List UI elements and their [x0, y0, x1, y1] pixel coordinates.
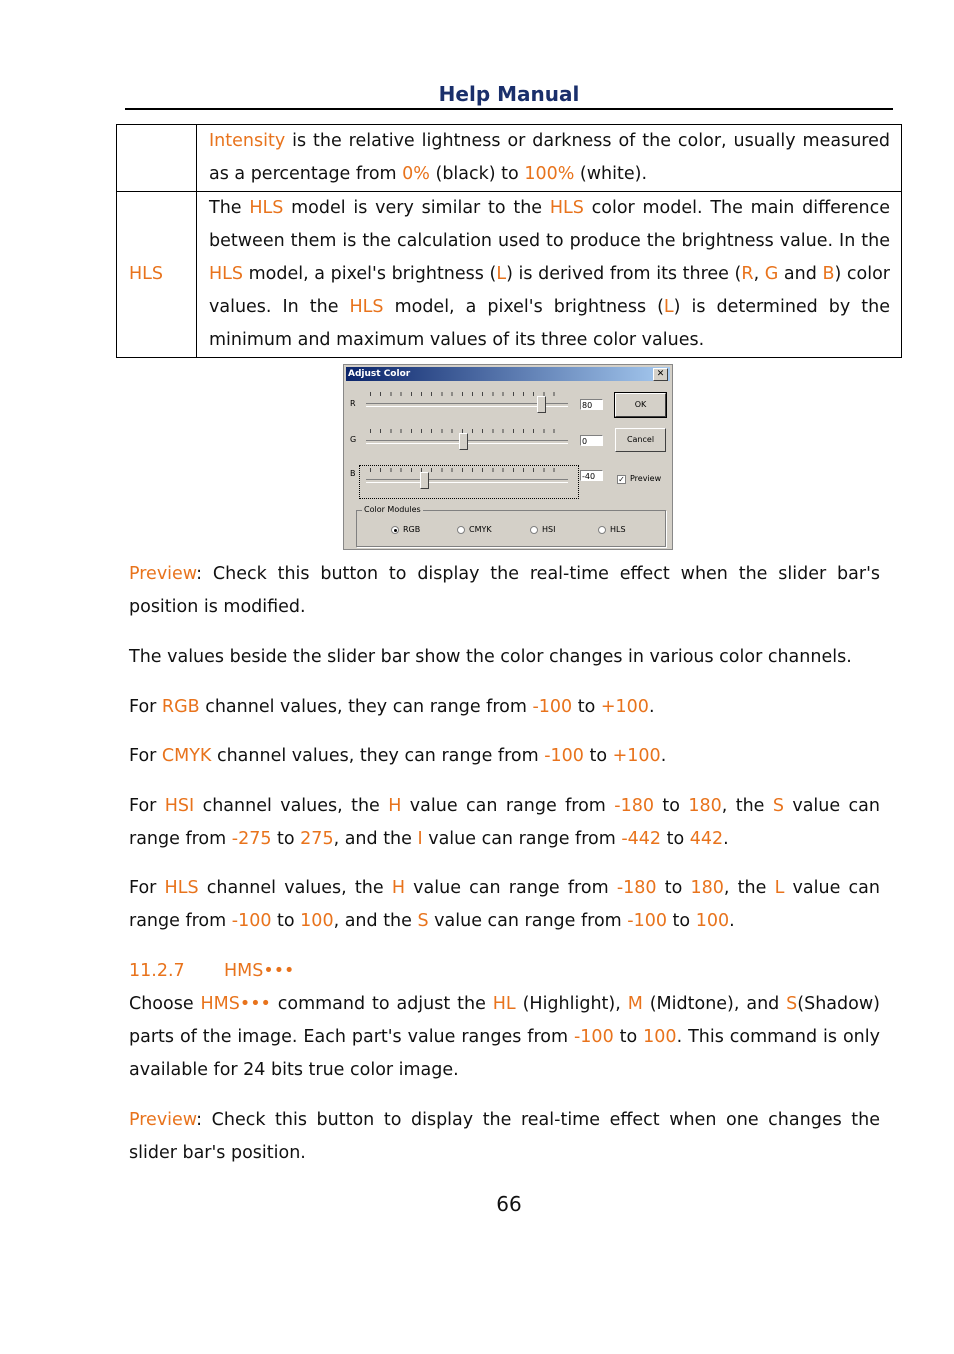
- text-run: channel values, the: [194, 796, 389, 816]
- text-run: command to adjust the: [270, 994, 493, 1014]
- text-run: 180: [690, 878, 724, 898]
- adjust-color-dialog: [343, 364, 673, 550]
- header-rule: [125, 108, 893, 110]
- text-run: . This command is only available for 24 bits true color image.: [129, 1027, 880, 1080]
- text-run: to: [613, 1027, 644, 1047]
- text-run: L: [663, 297, 674, 317]
- channel-b-track[interactable]: [366, 479, 568, 483]
- text-run: to: [271, 829, 301, 849]
- text-run: CMYK: [161, 746, 212, 766]
- text-run: to: [271, 911, 301, 931]
- text-run: to: [572, 697, 601, 717]
- color-modules-label: Color Modules: [364, 505, 421, 514]
- channel-r-value[interactable]: 80: [580, 399, 603, 410]
- channel-g-value[interactable]: 0: [580, 435, 603, 446]
- channel-r-slider-thumb[interactable]: [537, 396, 546, 413]
- text-run: Choose: [129, 994, 201, 1014]
- radio-rgb-label: RGB: [403, 525, 421, 534]
- text-run: , the: [721, 796, 773, 816]
- paragraph-hls: [129, 872, 880, 938]
- text-run: For: [129, 878, 165, 898]
- text-run: 275: [300, 829, 334, 849]
- text-run: 100: [643, 1027, 677, 1047]
- text-run: (white).: [574, 164, 648, 184]
- section-title: HMS•••: [224, 961, 295, 981]
- preview-checkbox[interactable]: [617, 475, 626, 484]
- text-run: , and the: [333, 829, 418, 849]
- text-run: to: [661, 829, 690, 849]
- text-run: L: [774, 878, 785, 898]
- channel-b-value[interactable]: -40: [580, 470, 603, 481]
- text-run: : Check this button to display the real-time effect when one changes the slider bar's position.: [129, 1110, 880, 1163]
- text-run: -275: [231, 829, 272, 849]
- text-run: to: [583, 746, 613, 766]
- radio-hls-label: HLS: [610, 525, 626, 534]
- text-run: +100: [612, 746, 661, 766]
- text-run: S: [786, 994, 798, 1014]
- text-run: HSI: [164, 796, 195, 816]
- paragraph-cmyk: [129, 740, 880, 773]
- radio-rgb[interactable]: [391, 526, 399, 534]
- table-row: [117, 125, 902, 192]
- paragraph-hsi: [129, 790, 880, 856]
- text-run: , and the: [333, 911, 418, 931]
- page-number: 66: [496, 1192, 522, 1216]
- text-run: -100: [573, 1027, 614, 1047]
- paragraph-values: [129, 641, 880, 674]
- channel-g-label: G: [350, 435, 357, 444]
- text-run: -100: [231, 911, 272, 931]
- text-run: to: [656, 878, 691, 898]
- text-run: Preview: [129, 1110, 197, 1130]
- text-run: -100: [532, 697, 573, 717]
- text-run: value can range from: [428, 911, 628, 931]
- text-run: R: [741, 264, 754, 284]
- text-run: For: [129, 746, 162, 766]
- section-number: 11.2.7: [129, 961, 185, 981]
- text-run: value can range from: [422, 829, 622, 849]
- channel-b-ticks: [370, 468, 564, 472]
- text-run: M: [627, 994, 643, 1014]
- dialog-title-bar: [346, 367, 670, 381]
- channel-r-label: R: [350, 399, 356, 408]
- text-run: model is very similar to the: [283, 198, 550, 218]
- paragraph-preview: [129, 558, 880, 624]
- radio-hsi[interactable]: [530, 526, 538, 534]
- text-run: value can range from: [401, 796, 615, 816]
- table-term: HLS: [117, 192, 197, 358]
- cancel-button[interactable]: Cancel: [615, 428, 666, 452]
- text-run: +100: [600, 697, 649, 717]
- radio-cmyk[interactable]: [457, 526, 465, 534]
- text-run: HLS: [249, 198, 284, 218]
- paragraph-preview-2: [129, 1104, 880, 1170]
- text-run: , the: [723, 878, 775, 898]
- text-run: : Check this button to display the real-time effect when the slider bar's position is modified.: [129, 564, 880, 617]
- text-run: I: [417, 829, 423, 849]
- channel-r-ticks: [370, 392, 564, 396]
- channel-b-slider-thumb[interactable]: [420, 472, 429, 489]
- text-run: HLS: [549, 198, 584, 218]
- text-run: Intensity: [209, 131, 286, 151]
- text-run: (Midtone), and: [642, 994, 787, 1014]
- text-run: color model. The main difference between them is the calculation used to produce the brightness value. In the: [209, 198, 890, 251]
- text-run: is the relative lightness or darkness of the color, usually measured as a percentage from: [209, 131, 890, 184]
- text-run: .: [660, 746, 667, 766]
- text-run: L: [496, 264, 507, 284]
- text-run: -180: [616, 878, 657, 898]
- text-run: value can range from: [129, 878, 880, 931]
- text-run: model, a pixel's brightness (: [243, 264, 497, 284]
- text-run: to: [653, 796, 689, 816]
- paragraph-rgb: [129, 691, 880, 724]
- checkmark-icon: ✓: [618, 475, 625, 484]
- text-run: 100: [300, 911, 334, 931]
- text-run: For: [129, 697, 162, 717]
- text-run: The: [209, 198, 250, 218]
- text-run: HLS: [209, 264, 244, 284]
- table-definition: [197, 125, 902, 192]
- text-run: 180: [688, 796, 722, 816]
- text-run: .: [723, 829, 729, 849]
- text-run: .: [729, 911, 735, 931]
- text-run: -180: [614, 796, 654, 816]
- text-run: to: [666, 911, 696, 931]
- radio-hsi-label: HSI: [542, 525, 556, 534]
- text-run: H: [391, 878, 405, 898]
- text-run: The values beside the slider bar show the color changes in various color channels.: [129, 647, 852, 667]
- text-run: value can range from: [129, 796, 880, 849]
- radio-hls[interactable]: [598, 526, 606, 534]
- text-run: ) is determined by the minimum and maximum values of its three color values.: [209, 297, 891, 350]
- text-run: model, a pixel's brightness (: [383, 297, 664, 317]
- text-run: HMS•••: [200, 994, 271, 1014]
- preview-checkbox-label: Preview: [630, 474, 662, 483]
- text-run: -442: [621, 829, 662, 849]
- text-run: HLS: [349, 297, 384, 317]
- text-run: B: [822, 264, 835, 284]
- text-run: channel values, they can range from: [199, 697, 533, 717]
- text-run: 0%: [402, 164, 430, 184]
- text-run: .: [648, 697, 655, 717]
- text-run: H: [388, 796, 402, 816]
- paragraph-hms: [129, 988, 880, 1087]
- channel-g-slider-thumb[interactable]: [459, 433, 468, 450]
- table-row: [117, 192, 902, 358]
- text-run: and: [778, 264, 823, 284]
- text-run: RGB: [161, 697, 200, 717]
- header-title: Help Manual: [438, 82, 580, 106]
- text-run: HL: [492, 994, 516, 1014]
- dialog-title: Adjust Color: [348, 369, 411, 379]
- text-run: For: [129, 796, 165, 816]
- text-run: (Shadow) parts of the image. Each part's value ranges from: [129, 994, 880, 1047]
- text-run: value can range from: [404, 878, 617, 898]
- text-run: Preview: [129, 564, 197, 584]
- text-run: S: [417, 911, 429, 931]
- channel-b-label: B: [350, 469, 356, 478]
- table-term: [117, 125, 197, 192]
- text-run: ) color values. In the: [209, 264, 890, 317]
- definition-table: [116, 124, 902, 358]
- text-run: ) is derived from its three (: [506, 264, 742, 284]
- text-run: channel values, they can range from: [211, 746, 545, 766]
- ok-button[interactable]: OK: [615, 393, 666, 417]
- text-run: (Highlight),: [515, 994, 628, 1014]
- table-definition: [197, 192, 902, 358]
- text-run: -100: [627, 911, 667, 931]
- close-icon[interactable]: ✕: [653, 368, 668, 381]
- text-run: HLS: [164, 878, 199, 898]
- text-run: G: [764, 264, 779, 284]
- text-run: 100%: [524, 164, 575, 184]
- text-run: S: [772, 796, 784, 816]
- radio-cmyk-label: CMYK: [469, 525, 492, 534]
- text-run: (black) to: [429, 164, 525, 184]
- text-run: 100: [695, 911, 730, 931]
- text-run: ,: [753, 264, 765, 284]
- text-run: -100: [544, 746, 584, 766]
- text-run: 442: [689, 829, 724, 849]
- text-run: channel values, the: [198, 878, 392, 898]
